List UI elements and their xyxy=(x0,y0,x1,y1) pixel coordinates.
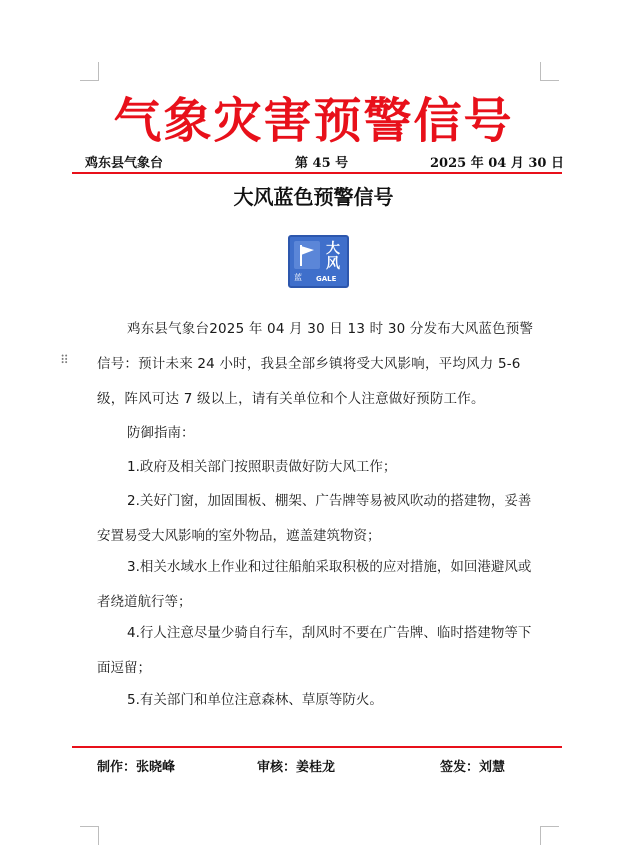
signal-title: 大风蓝色预警信号 xyxy=(233,185,394,209)
drag-handle-icon[interactable]: ⠿ xyxy=(60,353,69,367)
issue-number: 第 45 号 xyxy=(295,156,349,171)
crop-mark-top-right xyxy=(540,62,559,81)
guide-heading: 防御指南： xyxy=(127,425,195,441)
warning-paragraph: 鸡东县气象台2025 年 04 月 30 日 13 时 30 分发布大风蓝色预警信号：预计未来 24 小时，我县全部乡镇将受大风影响，平均风力 5-6 级，阵风可达 7 级以上，请有关单位和个人注意做好预防工作。 xyxy=(97,321,534,407)
footer-signer: 签发：刘慧 xyxy=(440,760,506,775)
guide-item-2: 2.关好门窗，加固围板、棚架、广告牌等易被风吹动的搭建物，妥善安置易受大风影响的室外物品，遮盖建筑物资； xyxy=(97,493,532,544)
gale-blue-warning-icon xyxy=(288,235,349,288)
crop-mark-top-left xyxy=(80,62,99,81)
crop-mark-bottom-left xyxy=(80,826,99,845)
footer-reviewer: 审核：姜桂龙 xyxy=(257,760,336,775)
guide-item-5: 5.有关部门和单位注意森林、草原等防火。 xyxy=(127,692,383,708)
guide-item-3: 3.相关水域水上作业和过往船舶采取积极的应对措施，如回港避风或者绕道航行等； xyxy=(97,559,532,610)
crop-mark-bottom-right xyxy=(540,826,559,845)
document-title: 气象灾害预警信号 xyxy=(113,93,514,149)
flag-icon xyxy=(294,241,320,269)
issue-date: 2025 年 04 月 30 日 xyxy=(430,156,564,171)
issuing-office: 鸡东县气象台 xyxy=(85,156,164,171)
header-divider xyxy=(72,172,562,174)
gale-char-big: 大 xyxy=(326,241,340,257)
gale-english-label: GALE xyxy=(316,275,337,283)
gale-color-word: 蓝 xyxy=(294,273,302,282)
footer-divider xyxy=(72,746,562,748)
guide-item-1: 1.政府及相关部门按照职责做好防大风工作； xyxy=(127,459,397,475)
guide-item-4: 4.行人注意尽量少骑自行车，刮风时不要在广告牌、临时搭建物等下面逗留； xyxy=(97,625,532,676)
gale-char-wind: 风 xyxy=(326,256,340,272)
footer-maker: 制作：张晓峰 xyxy=(97,760,176,775)
